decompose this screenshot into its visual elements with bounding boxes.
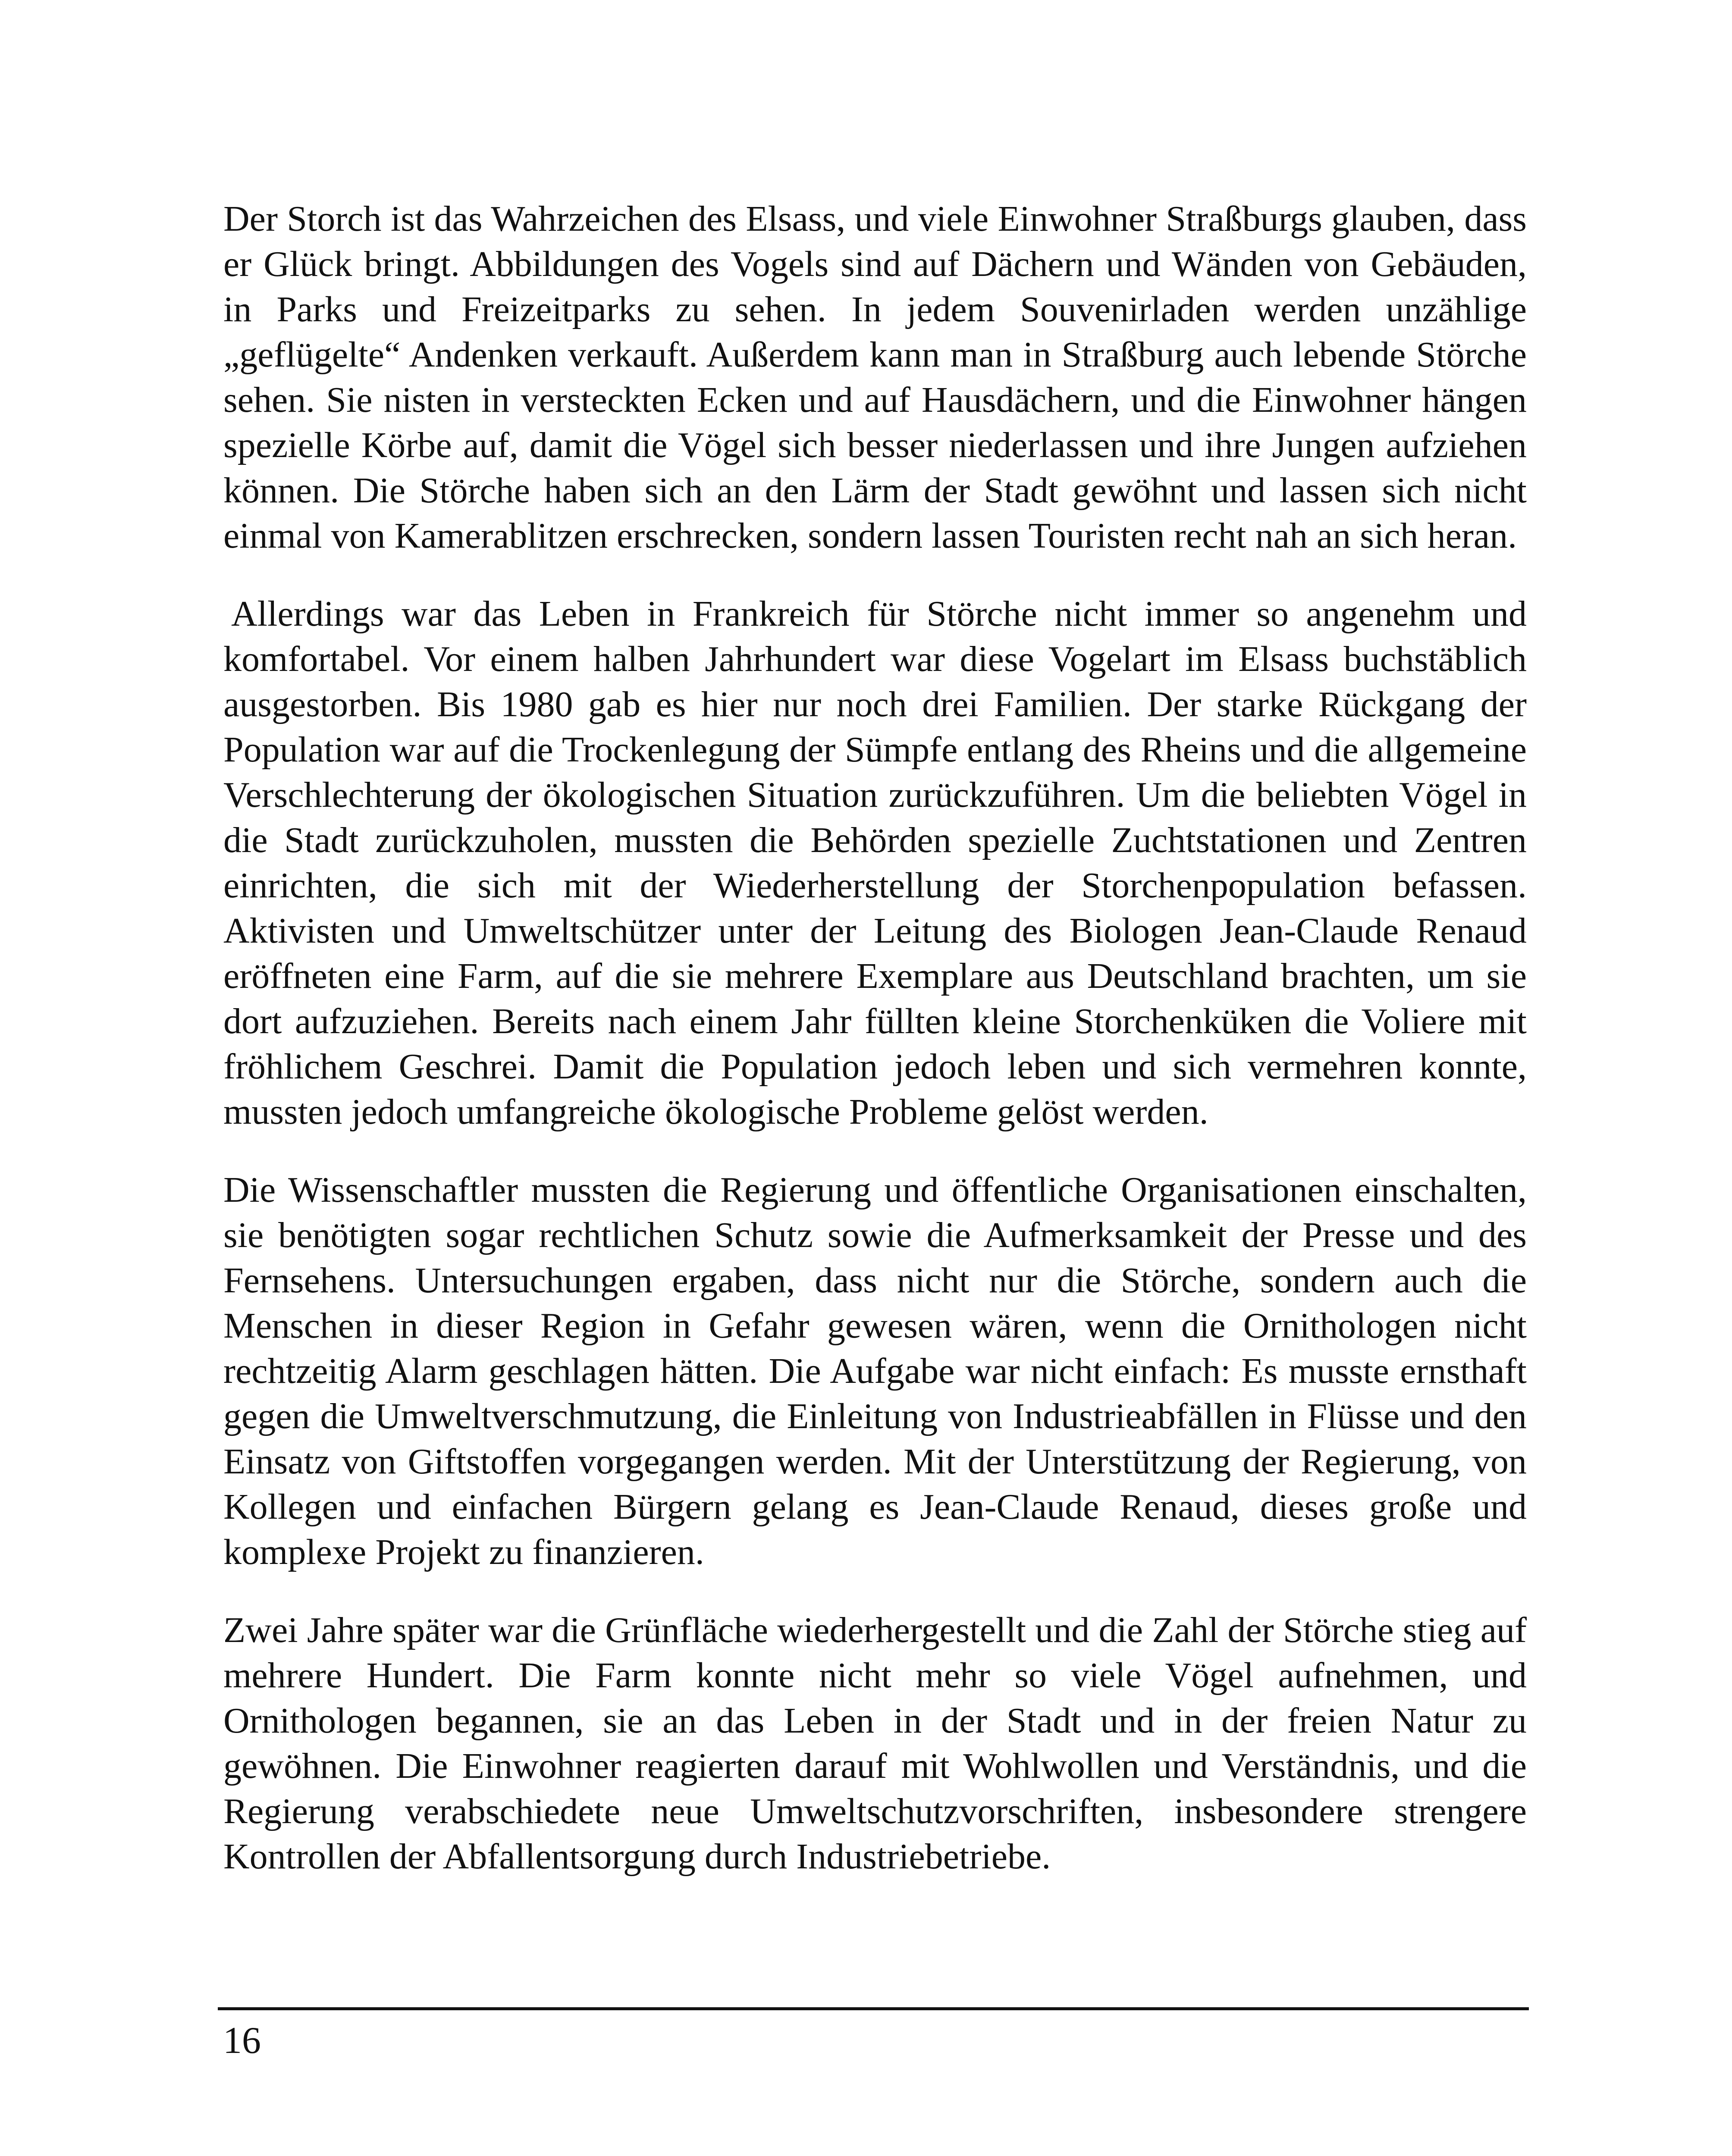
footer-divider [218,2007,1529,2010]
body-text [223,196,1527,1912]
paragraph-3: Die Wissenschaftler mussten die Regierung und öffentliche Organisationen einschalten, sie benötigten sogar rechtlichen Schutz sowie die Aufmerksamkeit der Presse und des Fernsehens. Untersuchungen ergaben, dass nicht nur die Störche, sondern auch die Menschen in dieser Region in Gefahr gewesen wären, wenn die Ornithologen nicht rechtzeitig Alarm geschlagen hätten. Die Aufgabe war nicht einfach: Es musste ernsthaft gegen die Umweltverschmutzung, die Einleitung von Industrieabfällen in Flüsse und den Einsatz von Giftstoffen vorgegangen werden. Mit der Unterstützung der Regierung, von Kollegen und einfachen Bürgern gelang es Jean-Claude Renaud, dieses große und komplexe Projekt zu finanzieren. [223,1170,1527,1572]
page-number: 16 [223,2020,261,2062]
paragraph-4: Zwei Jahre später war die Grünfläche wiederhergestellt und die Zahl der Störche stieg auf mehrere Hundert. Die Farm konnte nicht mehr so viele Vögel aufnehmen, und Ornithologen begannen, sie an das Leben in der Stadt und in der freien Natur zu gewöhnen. Die Einwohner reagierten darauf mit Wohlwollen und Verständnis, und die Regierung verabschiedete neue Umweltschutzvorschriften, insbesondere strengere Kontrollen der Abfallentsorgung durch Industriebetriebe. [223,1610,1527,1877]
paragraph-2: Allerdings war das Leben in Frankreich für Störche nicht immer so angenehm und komfortabel. Vor einem halben Jahrhundert war diese Vogelart im Elsass buchstäblich ausgestorben. Bis 1980 gab es hier nur noch drei Familien. Der starke Rückgang der Population war auf die Trockenlegung der Sümpfe entlang des Rheins und die allgemeine Verschlechterung der ökologischen Situation zurückzuführen. Um die beliebten Vögel in die Stadt zurückzuholen, mussten die Behörden spezielle Zuchtstationen und Zentren einrichten, die sich mit der Wiederherstellung der Storchenpopulation befassen. Aktivisten und Umweltschützer unter der Leitung des Biologen Jean-Claude Renaud eröffneten eine Farm, auf die sie mehrere Exemplare aus Deutschland brachten, um sie dort aufzuziehen. Bereits nach einem Jahr füllten kleine Storchenküken die Voliere mit fröhlichem Geschrei. Damit die Population jedoch leben und sich vermehren konnte, mussten jedoch umfangreiche ökologische Probleme gelöst werden. [223,594,1527,1132]
paragraph-1: Der Storch ist das Wahrzeichen des Elsass, und viele Einwohner Straßburgs glauben, dass er Glück bringt. Abbildungen des Vogels sind auf Dächern und Wänden von Gebäuden, in Parks und Freizeitparks zu sehen. In jedem Souvenirladen werden unzählige „geflügelte“ Andenken verkauft. Außerdem kann man in Straßburg auch lebende Störche sehen. Sie nisten in versteckten Ecken und auf Hausdächern, und die Einwohner hängen spezielle Körbe auf, damit die Vögel sich besser niederlassen und ihre Jungen aufziehen können. Die Störche haben sich an den Lärm der Stadt gewöhnt und lassen sich nicht einmal von Kamerablitzen erschrecken, sondern lassen Touristen recht nah an sich heran. [223,199,1527,556]
